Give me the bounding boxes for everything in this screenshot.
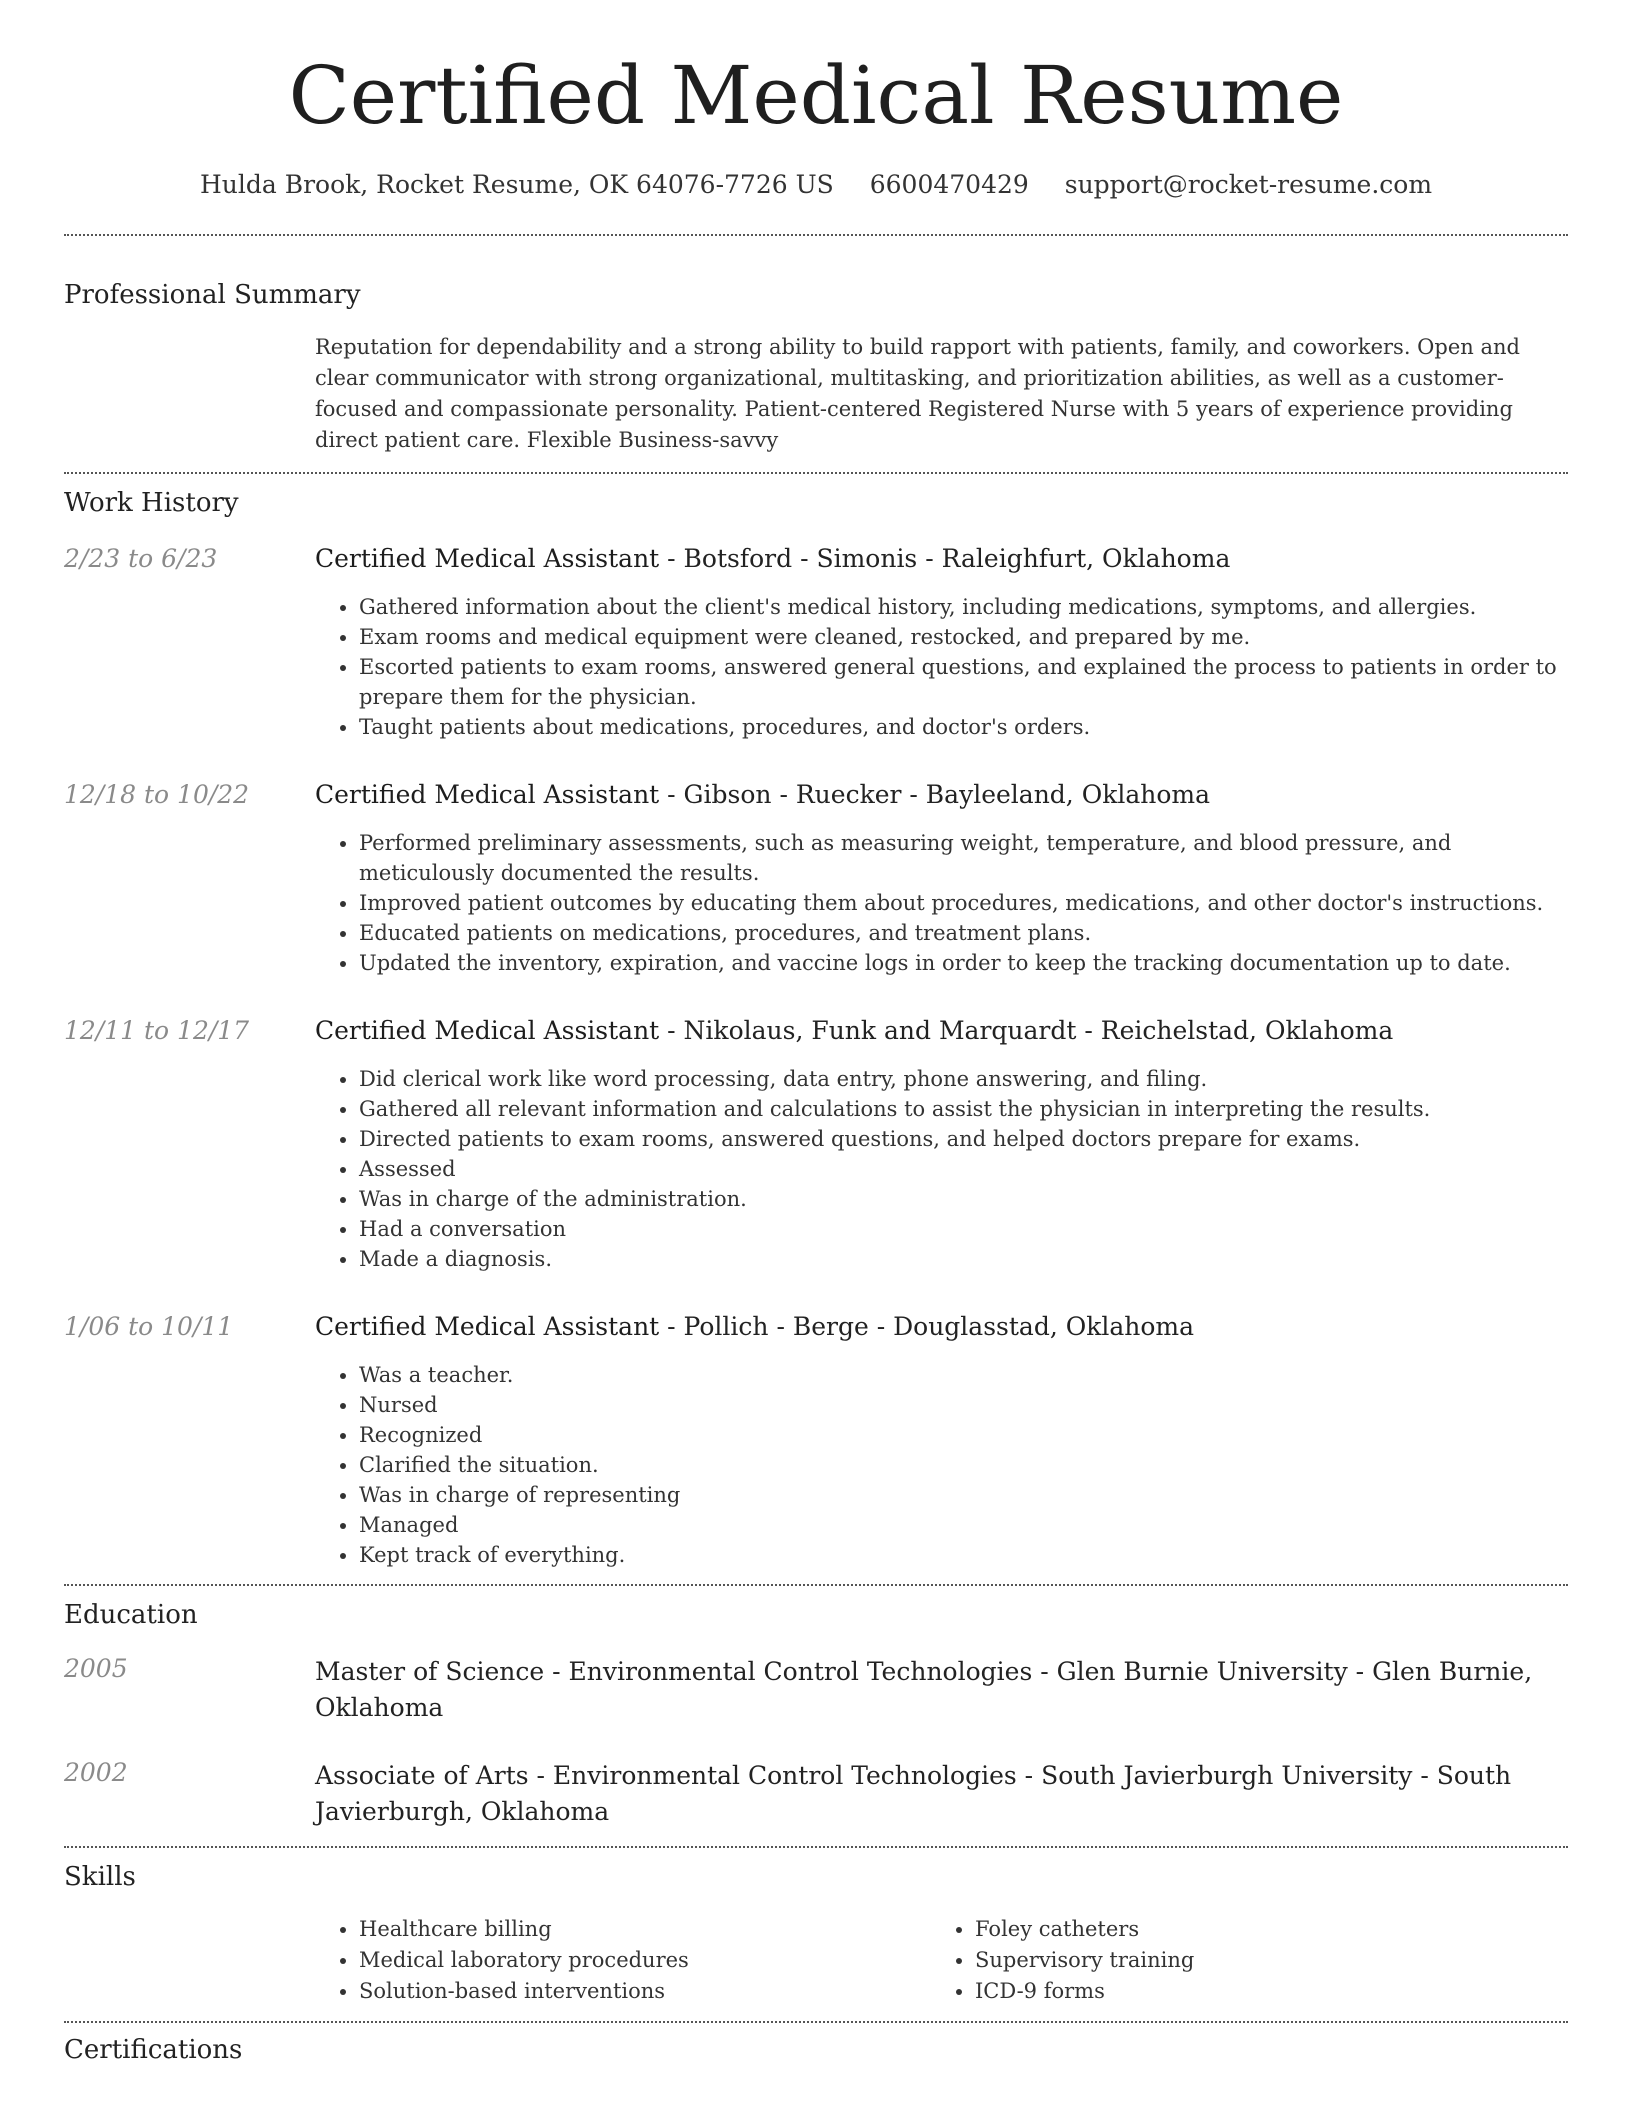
job-dates: 1/06 to 10/11 bbox=[64, 1312, 234, 1341]
job-org: - Pollich - Berge - Douglasstad, Oklahoma bbox=[659, 1312, 1195, 1341]
job-role: Certified Medical Assistant bbox=[315, 1016, 660, 1045]
education-entry bbox=[64, 1654, 1568, 1726]
list-item: • Escorted patients to exam rooms, answered general questions, and explained the process to patients in order to prepare them for the physician. bbox=[359, 652, 1568, 712]
job-org: - Nikolaus, Funk and Marquardt - Reichelstad, Oklahoma bbox=[659, 1016, 1394, 1045]
summary-section bbox=[64, 280, 1568, 456]
contact-line bbox=[64, 170, 1568, 200]
job-bullets bbox=[315, 828, 1568, 978]
education-year: 2002 bbox=[64, 1758, 128, 1787]
job-dates: 2/23 to 6/23 bbox=[64, 544, 218, 573]
list-item: • Gathered all relevant information and calculations to assist the physician in interpreting the results. bbox=[359, 1094, 1568, 1124]
job-title bbox=[315, 544, 1568, 574]
list-item: • Made a diagnosis. bbox=[359, 1244, 1568, 1274]
divider bbox=[64, 1584, 1568, 1586]
skills-column-right bbox=[931, 1914, 1547, 2007]
list-item: • Performed preliminary assessments, such as measuring weight, temperature, and blood pressure, and meticulously documented the results. bbox=[359, 828, 1568, 888]
divider bbox=[64, 234, 1568, 236]
list-item: • Was a teacher. bbox=[359, 1360, 1568, 1390]
list-item: • Directed patients to exam rooms, answered questions, and helped doctors prepare for exams. bbox=[359, 1124, 1568, 1154]
job-org: - Gibson - Ruecker - Bayleeland, Oklahoma bbox=[659, 780, 1210, 809]
skills-section bbox=[64, 1862, 1568, 2007]
education-entry bbox=[64, 1758, 1568, 1830]
list-item: • ICD-9 forms bbox=[975, 1976, 1547, 2007]
resume-title: Certified Medical Resume bbox=[288, 49, 1344, 142]
section-title-skills: Skills bbox=[64, 1862, 136, 1892]
skills-column-left bbox=[315, 1914, 931, 2007]
divider bbox=[64, 1846, 1568, 1848]
job-entry bbox=[64, 780, 1568, 978]
work-history-section bbox=[64, 488, 1568, 1570]
divider bbox=[64, 2021, 1568, 2023]
list-item: • Nursed bbox=[359, 1390, 1568, 1420]
list-item: • Clarified the situation. bbox=[359, 1450, 1568, 1480]
list-item: • Educated patients on medications, procedures, and treatment plans. bbox=[359, 918, 1568, 948]
list-item: • Gathered information about the client's medical history, including medications, symptoms, and allergies. bbox=[359, 592, 1568, 622]
list-item: • Kept track of everything. bbox=[359, 1540, 1568, 1570]
list-item: • Updated the inventory, expiration, and vaccine logs in order to keep the tracking documentation up to date. bbox=[359, 948, 1568, 978]
job-entry bbox=[64, 1016, 1568, 1274]
job-title bbox=[315, 780, 1568, 810]
job-bullets bbox=[315, 592, 1568, 742]
list-item: • Was in charge of the administration. bbox=[359, 1184, 1568, 1214]
list-item: • Was in charge of representing bbox=[359, 1480, 1568, 1510]
job-role: Certified Medical Assistant bbox=[315, 544, 660, 573]
job-role: Certified Medical Assistant bbox=[315, 780, 660, 809]
resume-header bbox=[64, 0, 1568, 200]
job-entry bbox=[64, 544, 1568, 742]
list-item: • Supervisory training bbox=[975, 1945, 1547, 1976]
list-item: • Managed bbox=[359, 1510, 1568, 1540]
summary-text: Reputation for dependability and a strong ability to build rapport with patients, family, and coworkers. Open and clear communicator with strong organizational, multitasking, and prioritization abilities, as well as a customer-focused and compassionate personality. Patient-centered Registered Nurse with 5 years of experience providing direct patient care. Flexible Business-savvy bbox=[315, 335, 1520, 452]
list-item: • Recognized bbox=[359, 1420, 1568, 1450]
list-item: • Did clerical work like word processing, data entry, phone answering, and filing. bbox=[359, 1064, 1568, 1094]
job-title bbox=[315, 1016, 1568, 1046]
education-section bbox=[64, 1600, 1568, 1830]
list-item: • Assessed bbox=[359, 1154, 1568, 1184]
job-bullets bbox=[315, 1360, 1568, 1570]
list-item: • Improved patient outcomes by educating them about procedures, medications, and other doctor's instructions. bbox=[359, 888, 1568, 918]
certifications-section bbox=[64, 2035, 1568, 2065]
education-degree: Associate of Arts - Environmental Control Technologies bbox=[315, 1761, 1017, 1790]
list-item: • Healthcare billing bbox=[359, 1914, 931, 1945]
contact-email: support@rocket-resume.com bbox=[1064, 170, 1433, 199]
section-title-work: Work History bbox=[64, 488, 239, 518]
job-org: - Botsford - Simonis - Raleighfurt, Oklahoma bbox=[659, 544, 1231, 573]
education-degree: Master of Science - Environmental Control Technologies bbox=[315, 1657, 1033, 1686]
section-title-summary: Professional Summary bbox=[64, 280, 361, 310]
education-title bbox=[315, 1654, 1568, 1726]
education-title bbox=[315, 1758, 1568, 1830]
list-item: • Foley catheters bbox=[975, 1914, 1547, 1945]
list-item: • Had a conversation bbox=[359, 1214, 1568, 1244]
section-title-education: Education bbox=[64, 1600, 198, 1630]
section-title-certifications: Certifications bbox=[64, 2035, 243, 2065]
job-dates: 12/18 to 10/22 bbox=[64, 780, 250, 809]
list-item: • Solution-based interventions bbox=[359, 1976, 931, 2007]
job-dates: 12/11 to 12/17 bbox=[64, 1016, 250, 1045]
education-school: - Glen Burnie University - Glen Burnie, Oklahoma bbox=[315, 1657, 1533, 1722]
list-item: • Exam rooms and medical equipment were cleaned, restocked, and prepared by me. bbox=[359, 622, 1568, 652]
contact-address: Hulda Brook, Rocket Resume, OK 64076-7726 US bbox=[199, 170, 834, 199]
education-year: 2005 bbox=[64, 1654, 128, 1683]
job-title bbox=[315, 1312, 1568, 1342]
list-item: • Medical laboratory procedures bbox=[359, 1945, 931, 1976]
education-school: - South Javierburgh University - South Javierburgh, Oklahoma bbox=[315, 1761, 1512, 1826]
skills-list bbox=[315, 1914, 1568, 2007]
divider bbox=[64, 472, 1568, 474]
contact-phone: 6600470429 bbox=[869, 170, 1029, 199]
job-role: Certified Medical Assistant bbox=[315, 1312, 660, 1341]
job-bullets bbox=[315, 1064, 1568, 1274]
list-item: • Taught patients about medications, procedures, and doctor's orders. bbox=[359, 712, 1568, 742]
job-entry bbox=[64, 1312, 1568, 1570]
